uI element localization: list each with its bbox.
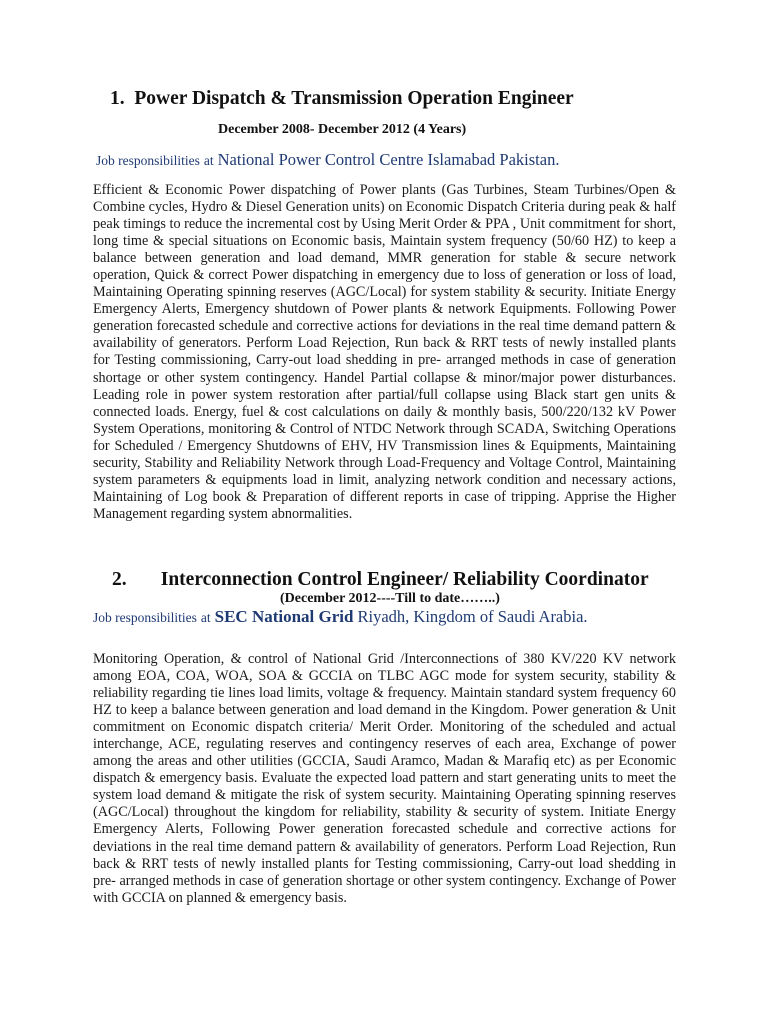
section-1-responsibility-line [96, 150, 559, 170]
section-1-title: Power Dispatch & Transmission Operation Engineer [134, 88, 574, 109]
section-2-number: 2. [112, 569, 127, 590]
section-2-resp-at: at [200, 610, 211, 625]
section-2-title: Interconnection Control Engineer/ Reliability Coordinator [160, 569, 649, 590]
section-2-organization-name: SEC National Grid [214, 607, 354, 626]
section-1-resp-at: at [203, 153, 214, 168]
section-2-organization-location: Riyadh, Kingdom of Saudi Arabia. [357, 607, 588, 626]
section-2-resp-label: Job responsibilities [93, 610, 197, 625]
section-1-resp-label: Job responsibilities [96, 153, 200, 168]
section-1-organization: National Power Control Centre Islamabad Pakistan. [217, 150, 560, 169]
section-2-heading [112, 569, 649, 591]
section-1-body: Efficient & Economic Power dispatching of Power plants (Gas Turbines, Steam Turbines/Open & Combine cycles, Hydro & Diesel Generation units) on Economic Dispatch Criteria during peak & half peak timings to reduce the incremental cost by Using Merit Order & PPA , Unit commitment for short, long time & special situations on Economic basis, Maintain system frequency (50/60 HZ) to keep a balance between generation and load demand, MMR generation for stable & secure network operation, Quick & correct Power dispatching in emergency due to loss of generation or loss of load, Maintaining Operating spinning reserves (AGC/Local) for system stability & security. Initiate Energy Emergency Alerts, Emergency shutdown of Power plants & network Equipments. Following Power generation forecasted schedule and corrective actions for deviations in the real time demand pattern & availability of generators. Perform Load Rejection, Run back & RRT tests of newly installed plants for Testing commissioning, Carry-out load shedding in pre- arranged methods in case of generation shortage or other system contingency. Handel Partial collapse & minor/major power disturbances. Leading role in power system restoration after partial/full collapse using Black start gen units & connected loads. Energy, fuel & cost calculations on daily & monthly basis, 500/220/132 kV Power System Operations, monitoring & Control of NTDC Network through SCADA, Switching Operations for Scheduled / Emergency Shutdowns of EHV, HV Transmission lines & Equipments, Maintaining security, Stability and Reliability Network through Load-Frequency and Voltage Control, Maintaining system parameters & equipments load in limit, analyzing network condition and necessary actions, Maintaining of Log book & Preparation of different reports in case of tripping. Apprise the Higher Management regarding system abnormalities. [93, 182, 676, 522]
section-1-heading [110, 88, 574, 110]
section-2-body: Monitoring Operation, & control of National Grid /Interconnections of 380 KV/220 KV network among EOA, COA, WOA, SOA & GCCIA on TLBC AGC mode for system security, stability & reliability regarding tie lines load limits, voltage & frequency. Maintain standard system frequency 60 HZ to keep a balance between generation and load demand in the Kingdom. Power generation & Unit commitment on Economic dispatch criteria/ Merit Order. Monitoring of the scheduled and actual interchange, ACE, regulating reserves and contingency reserves of each area, Exchange of power among the areas and other utilities (GCCIA, Saudi Aramco, Madan & Marafiq etc) as per Economic dispatch & emergency basis. Evaluate the expected load pattern and start generating units to meet the system load demand & mitigate the risk of system security. Maintaining Operating spinning reserves (AGC/Local) throughout the kingdom for reliability, stability & security of system. Initiate Energy Emergency Alerts, Following Power generation forecasted schedule and corrective actions for deviations in the real time demand pattern & availability of generators. Perform Load Rejection, Run back & RRT tests of newly installed plants for Testing commissioning, Carry-out load shedding in pre- arranged methods in case of generation shortage or other system contingency. Exchange of Power with GCCIA on planned & emergency basis. [93, 651, 676, 906]
section-2-responsibility-line [93, 607, 588, 627]
section-1-dates: December 2008- December 2012 (4 Years) [218, 122, 467, 137]
section-1-number: 1. [110, 88, 125, 109]
section-2-dates: (December 2012----Till to date……..) [280, 591, 500, 606]
